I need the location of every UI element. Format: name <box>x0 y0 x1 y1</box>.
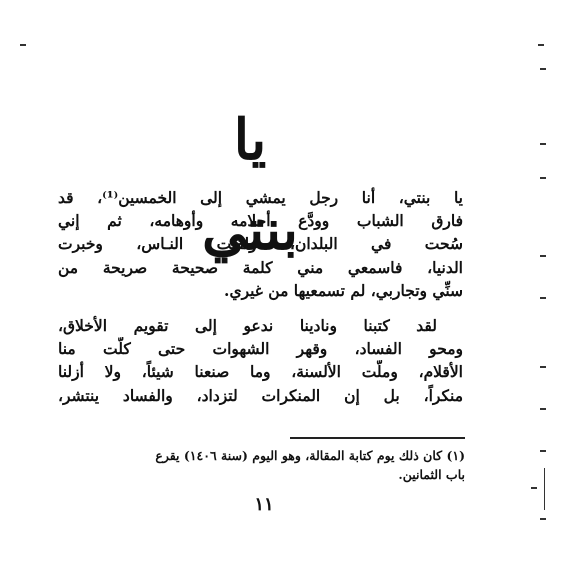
text-line: يا بنتي، أنا رجل يمشي إلى الخمسين⁽¹⁾، قد <box>58 188 463 207</box>
scan-mark <box>540 255 546 257</box>
footnote-line: باب الثمانين. <box>398 467 465 482</box>
body-text <box>58 186 463 407</box>
scan-mark <box>540 297 546 299</box>
text-line: منكراً، بل إن المنكرات لتزداد، والفساد ينتشر، <box>58 385 463 405</box>
page-number: ١١ <box>254 494 274 515</box>
text-line: الأقلام، وملَّت الألسنة، وما صنعنا شيئاً، ولا أزلنا <box>58 362 463 382</box>
footnote-divider <box>290 437 465 439</box>
scan-mark <box>540 518 546 520</box>
scan-mark <box>540 366 546 368</box>
text-line: فارق الشباب وودَّع أحلامه وأوهامه، ثم إني <box>58 211 463 231</box>
paragraph-2 <box>58 314 463 407</box>
scan-mark <box>538 44 544 46</box>
scan-mark <box>544 468 545 510</box>
scan-mark <box>540 177 546 179</box>
scan-mark <box>20 44 26 46</box>
scan-mark <box>531 487 537 489</box>
paragraph-1 <box>58 186 463 302</box>
footnote <box>60 446 465 484</box>
text-line: سنِّي وتجاربي، لم تسمعيها من غيري. <box>224 280 463 300</box>
footnote-line: (١) كان ذلك يوم كتابة المقالة، وهو اليوم (سنة ١٤٠٦) يقرع <box>155 448 465 463</box>
scan-mark <box>540 143 546 145</box>
text-line: ومحو الفساد، وقهر الشهوات حتى كلَّت منا <box>58 339 463 359</box>
text-line: لقد كتبنا ونادينا ندعو إلى تقويم الأخلاق، <box>58 316 437 336</box>
scan-mark <box>540 408 546 410</box>
scan-mark <box>540 68 546 70</box>
text-line: الدنيا، فاسمعي مني كلمة صحيحة صريحة من <box>58 257 463 277</box>
text-line: سُحت في البلدان، ولقيت النـاس، وخبرت <box>58 234 463 254</box>
scan-mark <box>540 450 546 452</box>
page-title: يا بنتي <box>201 107 299 263</box>
